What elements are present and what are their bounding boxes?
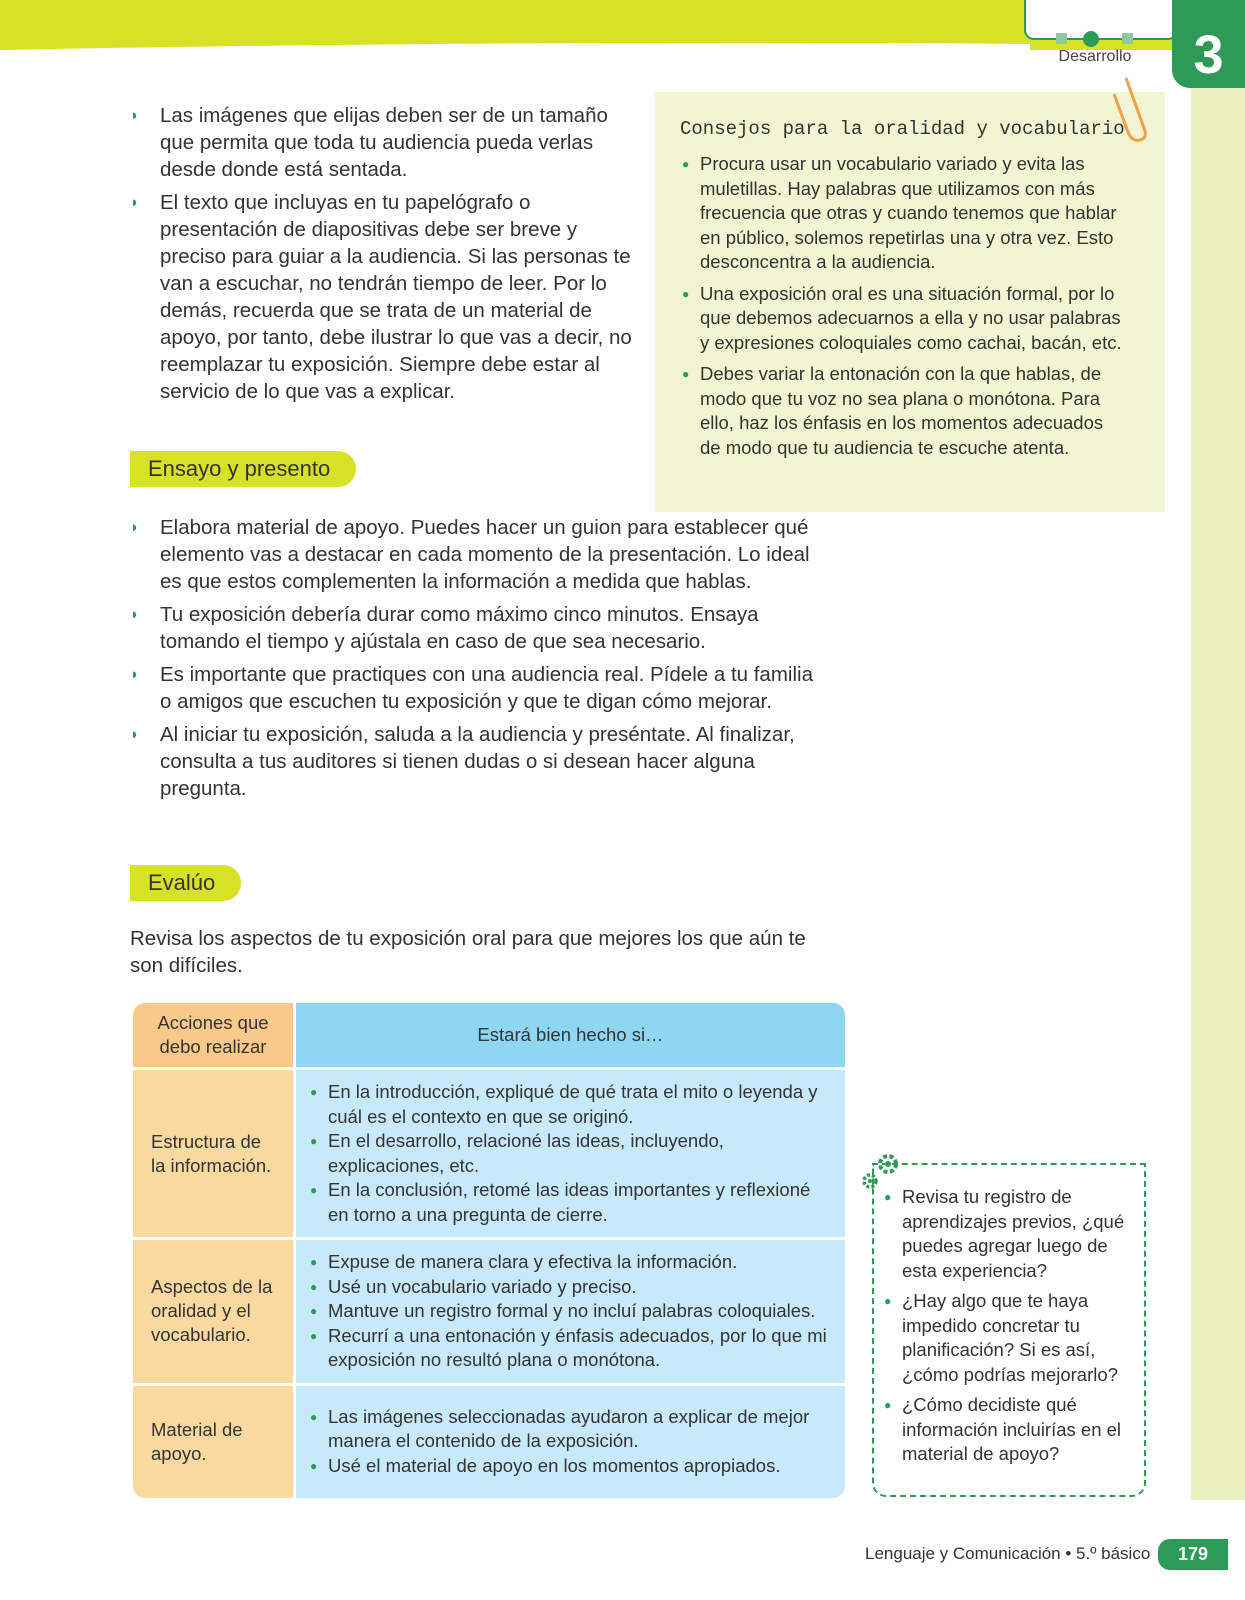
list-item: ◗ El texto que incluyas en tu papelógrafo o presentación de diapositivas debe ser breve y preciso para guiar a la audiencia. Si las personas te van a escuchar, no tendrán tiempo de leer. Por lo demás, recuerda que se trata de un material de apoyo, por tanto, debe ilustrar lo que vas a decir, no reemplazar tu exposición. Siempre debe estar al servicio de lo que vas a explicar. [130,189,640,405]
progress-dots-icon [1052,28,1162,50]
list-item: ● Usé un vocabulario variado y preciso. [310,1275,833,1300]
list-item: ● ¿Cómo decidiste qué información incluirías en el material de apoyo? [884,1393,1134,1467]
list-item: ● ¿Hay algo que te haya impedido concretar tu planificación? Si es así, ¿cómo podrías mejorarlo? [884,1289,1134,1387]
evaluation-table [130,1000,848,1501]
list-item: ● Procura usar un vocabulario variado y evita las muletillas. Hay palabras que utilizamos con más frecuencia que otras y cuando tenemos que hablar en público, solemos repetirlas una y otra vez. Esto desconcentra a la audiencia. [682,152,1122,275]
list-item: ◗ Es importante que practiques con una audiencia real. Pídele a tu familia o amigos que escuchen tu exposición y que te digan cómo mejorar. [130,661,830,715]
row-action: Estructura de la información. [133,1070,293,1237]
list-item: ● Usé el material de apoyo en los momentos apropiados. [310,1454,833,1479]
chapter-number: 3 [1172,0,1245,88]
intro-bullet-list [130,102,640,411]
footer-subject: Lenguaje y Comunicación • 5.º básico [865,1544,1151,1563]
evaluate-heading: Evalúo [130,865,241,901]
row-action: Material de apoyo. [133,1386,293,1498]
page-number: 179 [1158,1539,1228,1570]
list-item: ● Recurrí a una entonación y énfasis adecuados, por lo que mi exposición no resultó plana o monótona. [310,1324,833,1373]
column-header-criteria: Estará bien hecho si… [296,1003,845,1067]
row-criteria [296,1386,845,1498]
row-action: Aspectos de la oralidad y el vocabulario. [133,1240,293,1383]
evaluate-intro: Revisa los aspectos de tu exposición oral para que mejores los que aún te son difíciles. [130,927,806,977]
list-item: ◗ Las imágenes que elijas deben ser de un tamaño que permita que toda tu audiencia pueda verlas desde donde está sentada. [130,102,640,183]
list-item: ● Mantuve un registro formal y no incluí palabras coloquiales. [310,1299,833,1324]
list-item: ● En la conclusión, retomé las ideas importantes y reflexioné en torno a una pregunta de cierre. [310,1178,833,1227]
side-stripe [1191,88,1245,1500]
list-item: ● Expuse de manera clara y efectiva la información. [310,1250,833,1275]
reflection-list [884,1185,1134,1473]
rehearse-heading-pill [130,451,356,487]
list-item: ● Revisa tu registro de aprendizajes previos, ¿qué puedes agregar luego de esta experiencia? [884,1185,1134,1283]
row-criteria [296,1070,845,1237]
table-row [133,1070,845,1237]
list-item: ● Una exposición oral es una situación formal, por lo que debemos adecuarnos a ella y no usar palabras y expresiones coloquiales como cachai, bacán, etc. [682,282,1122,356]
list-item: ◗ Tu exposición debería durar como máximo cinco minutos. Ensaya tomando el tiempo y ajústala en caso de que sea necesario. [130,601,830,655]
table-header-row [133,1003,845,1067]
list-item: ◗ Al iniciar tu exposición, saluda a la audiencia y preséntate. Al finalizar, consulta a tus auditores si tienen dudas o si desean hacer alguna pregunta. [130,721,830,802]
table-row [133,1386,845,1498]
tips-title: Consejos para la oralidad y vocabulario [680,118,1125,140]
list-item: ● Las imágenes seleccionadas ayudaron a explicar de mejor manera el contenido de la exposición. [310,1405,833,1454]
list-item: ● En la introducción, expliqué de qué trata el mito o leyenda y cuál es el contexto en que se originó. [310,1080,833,1129]
rehearse-bullet-list [130,514,830,808]
section-label: Desarrollo [1058,48,1132,65]
evaluate-heading-pill [130,865,241,901]
rehearse-heading: Ensayo y presento [130,451,356,487]
list-item: ● Debes variar la entonación con la que hablas, de modo que tu voz no sea plana o monótona. Para ello, haz los énfasis en los momentos adecuados de modo que tu audiencia te escuche atenta. [682,362,1122,460]
tips-list [682,152,1122,467]
list-item: ◗ Elabora material de apoyo. Puedes hacer un guion para establecer qué elemento vas a destacar en cada momento de la presentación. Lo ideal es que estos complementen la información a medida que hablas. [130,514,830,595]
list-item: ● En el desarrollo, relacioné las ideas, incluyendo, explicaciones, etc. [310,1129,833,1178]
table-row [133,1240,845,1383]
column-header-actions: Acciones que debo realizar [133,1003,293,1067]
row-criteria [296,1240,845,1383]
